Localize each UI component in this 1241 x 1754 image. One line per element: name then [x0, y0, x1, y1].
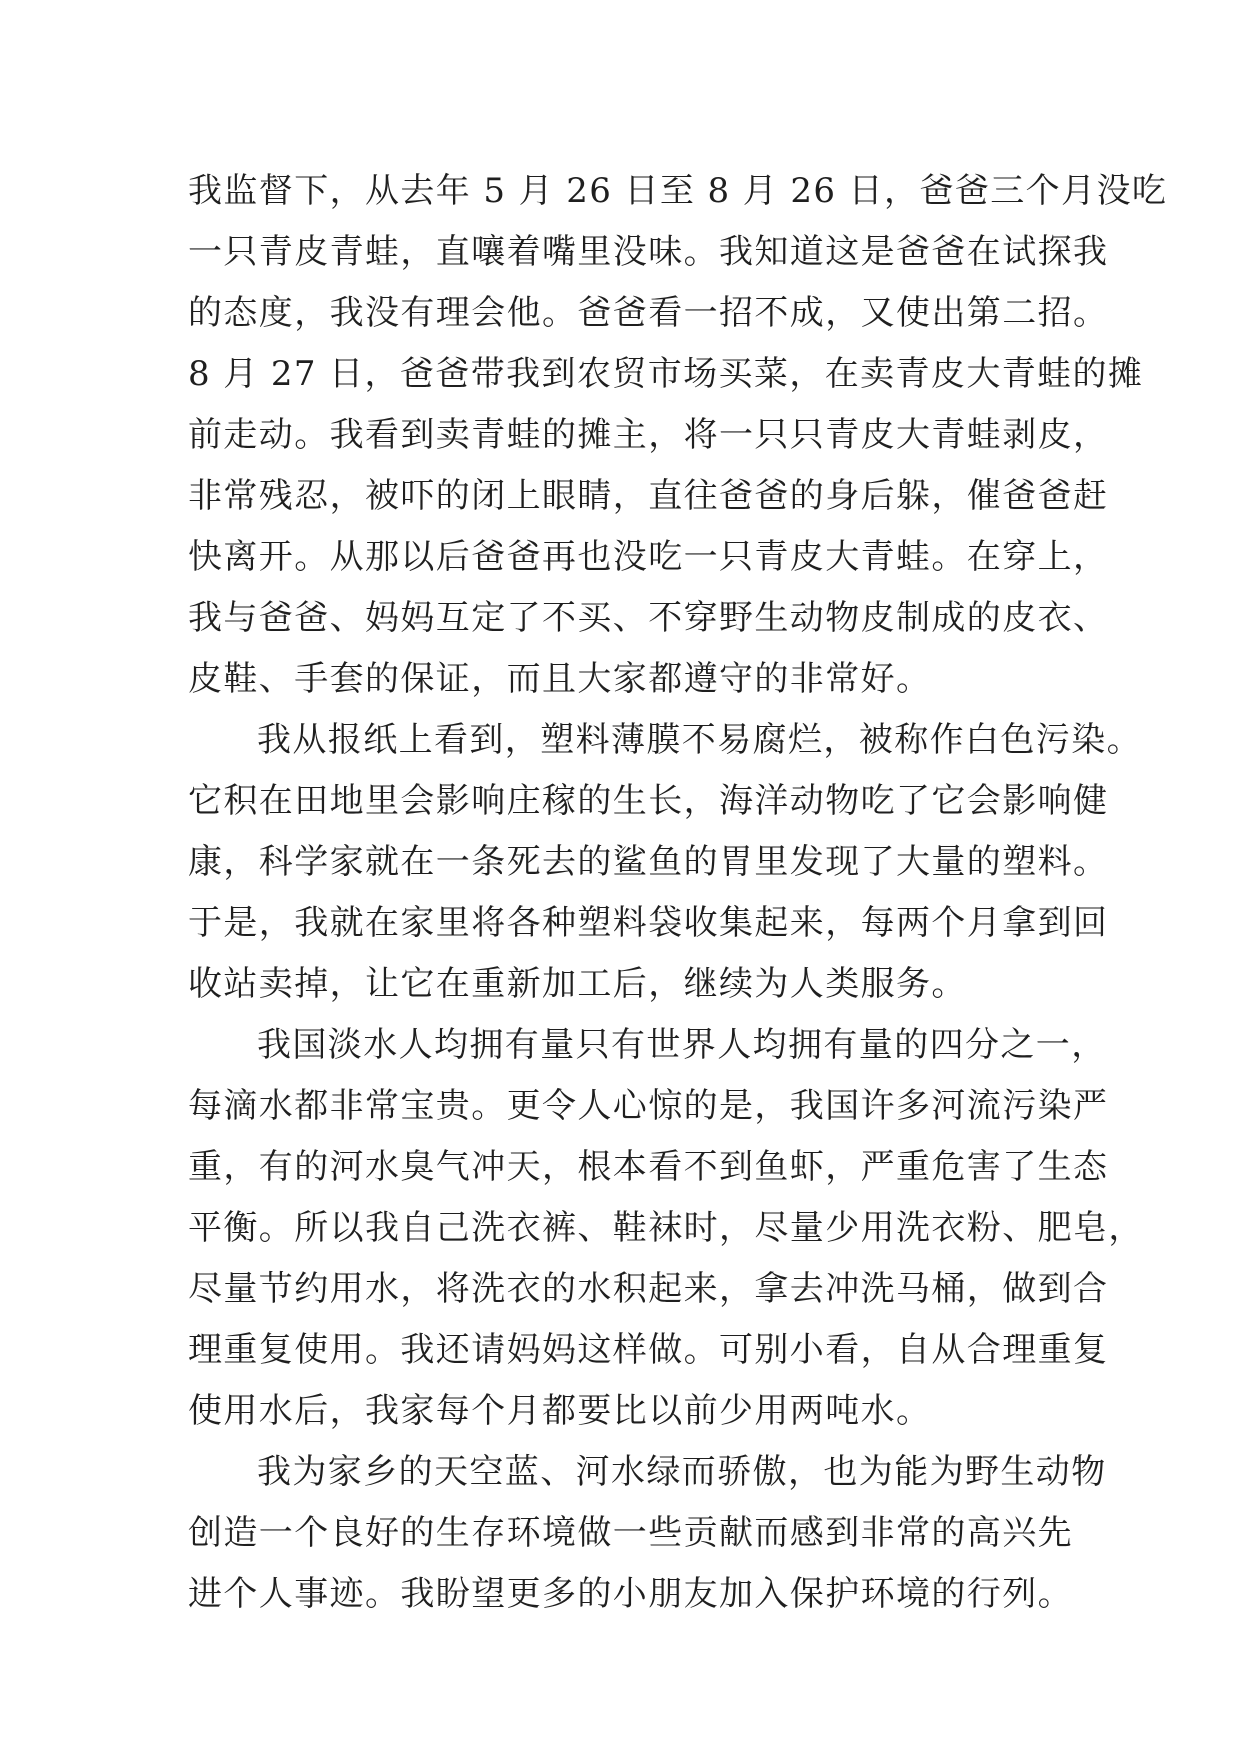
text-line: 收站卖掉，让它在重新加工后，继续为人类服务。	[188, 964, 967, 1004]
text-line: 进个人事迹。我盼望更多的小朋友加入保护环境的行列。	[188, 1574, 1073, 1614]
text-line: 每滴水都非常宝贵。更令人心惊的是，我国许多河流污染严	[188, 1086, 1109, 1126]
text-line: 重，有的河水臭气冲天，根本看不到鱼虾，严重危害了生态	[188, 1147, 1109, 1187]
text-line: 快离开。从那以后爸爸再也没吃一只青皮大青蛙。在穿上，	[188, 537, 1109, 577]
text-line: 我与爸爸、妈妈互定了不买、不穿野生动物皮制成的皮衣、	[188, 598, 1109, 638]
paragraph-first-line: 我为家乡的天空蓝、河水绿而骄傲，也为能为野生动物	[257, 1452, 1107, 1492]
text-line: 它积在田地里会影响庄稼的生长，海洋动物吃了它会影响健	[188, 781, 1109, 821]
text-line: 非常残忍，被吓的闭上眼睛，直往爸爸的身后躲，催爸爸赶	[188, 476, 1109, 516]
text-line: 8 月 27 日，爸爸带我到农贸市场买菜，在卖青皮大青蛙的摊	[188, 354, 1144, 394]
paragraph-first-line: 我从报纸上看到，塑料薄膜不易腐烂，被称作白色污染。	[257, 720, 1142, 760]
text-line: 前走动。我看到卖青蛙的摊主，将一只只青皮大青蛙剥皮，	[188, 415, 1109, 455]
text-line: 康，科学家就在一条死去的鲨鱼的胃里发现了大量的塑料。	[188, 842, 1109, 882]
text-line: 于是，我就在家里将各种塑料袋收集起来，每两个月拿到回	[188, 903, 1109, 943]
text-line: 理重复使用。我还请妈妈这样做。可别小看，自从合理重复	[188, 1330, 1109, 1370]
text-line: 使用水后，我家每个月都要比以前少用两吨水。	[188, 1391, 932, 1431]
text-line: 我监督下，从去年 5 月 26 日至 8 月 26 日，爸爸三个月没吃	[188, 171, 1168, 211]
paragraph-first-line: 我国淡水人均拥有量只有世界人均拥有量的四分之一，	[257, 1025, 1107, 1065]
text-line: 创造一个良好的生存环境做一些贡献而感到非常的高兴先	[188, 1513, 1073, 1553]
body-text	[188, 161, 1168, 1625]
text-line: 皮鞋、手套的保证，而且大家都遵守的非常好。	[188, 659, 932, 699]
text-line: 一只青皮青蛙，直嚷着嘴里没味。我知道这是爸爸在试探我	[188, 232, 1109, 272]
text-line: 的态度，我没有理会他。爸爸看一招不成，又使出第二招。	[188, 293, 1109, 333]
text-line: 尽量节约用水，将洗衣的水积起来，拿去冲洗马桶，做到合	[188, 1269, 1109, 1309]
text-line: 平衡。所以我自己洗衣裤、鞋袜时，尽量少用洗衣粉、肥皂，	[188, 1208, 1144, 1248]
